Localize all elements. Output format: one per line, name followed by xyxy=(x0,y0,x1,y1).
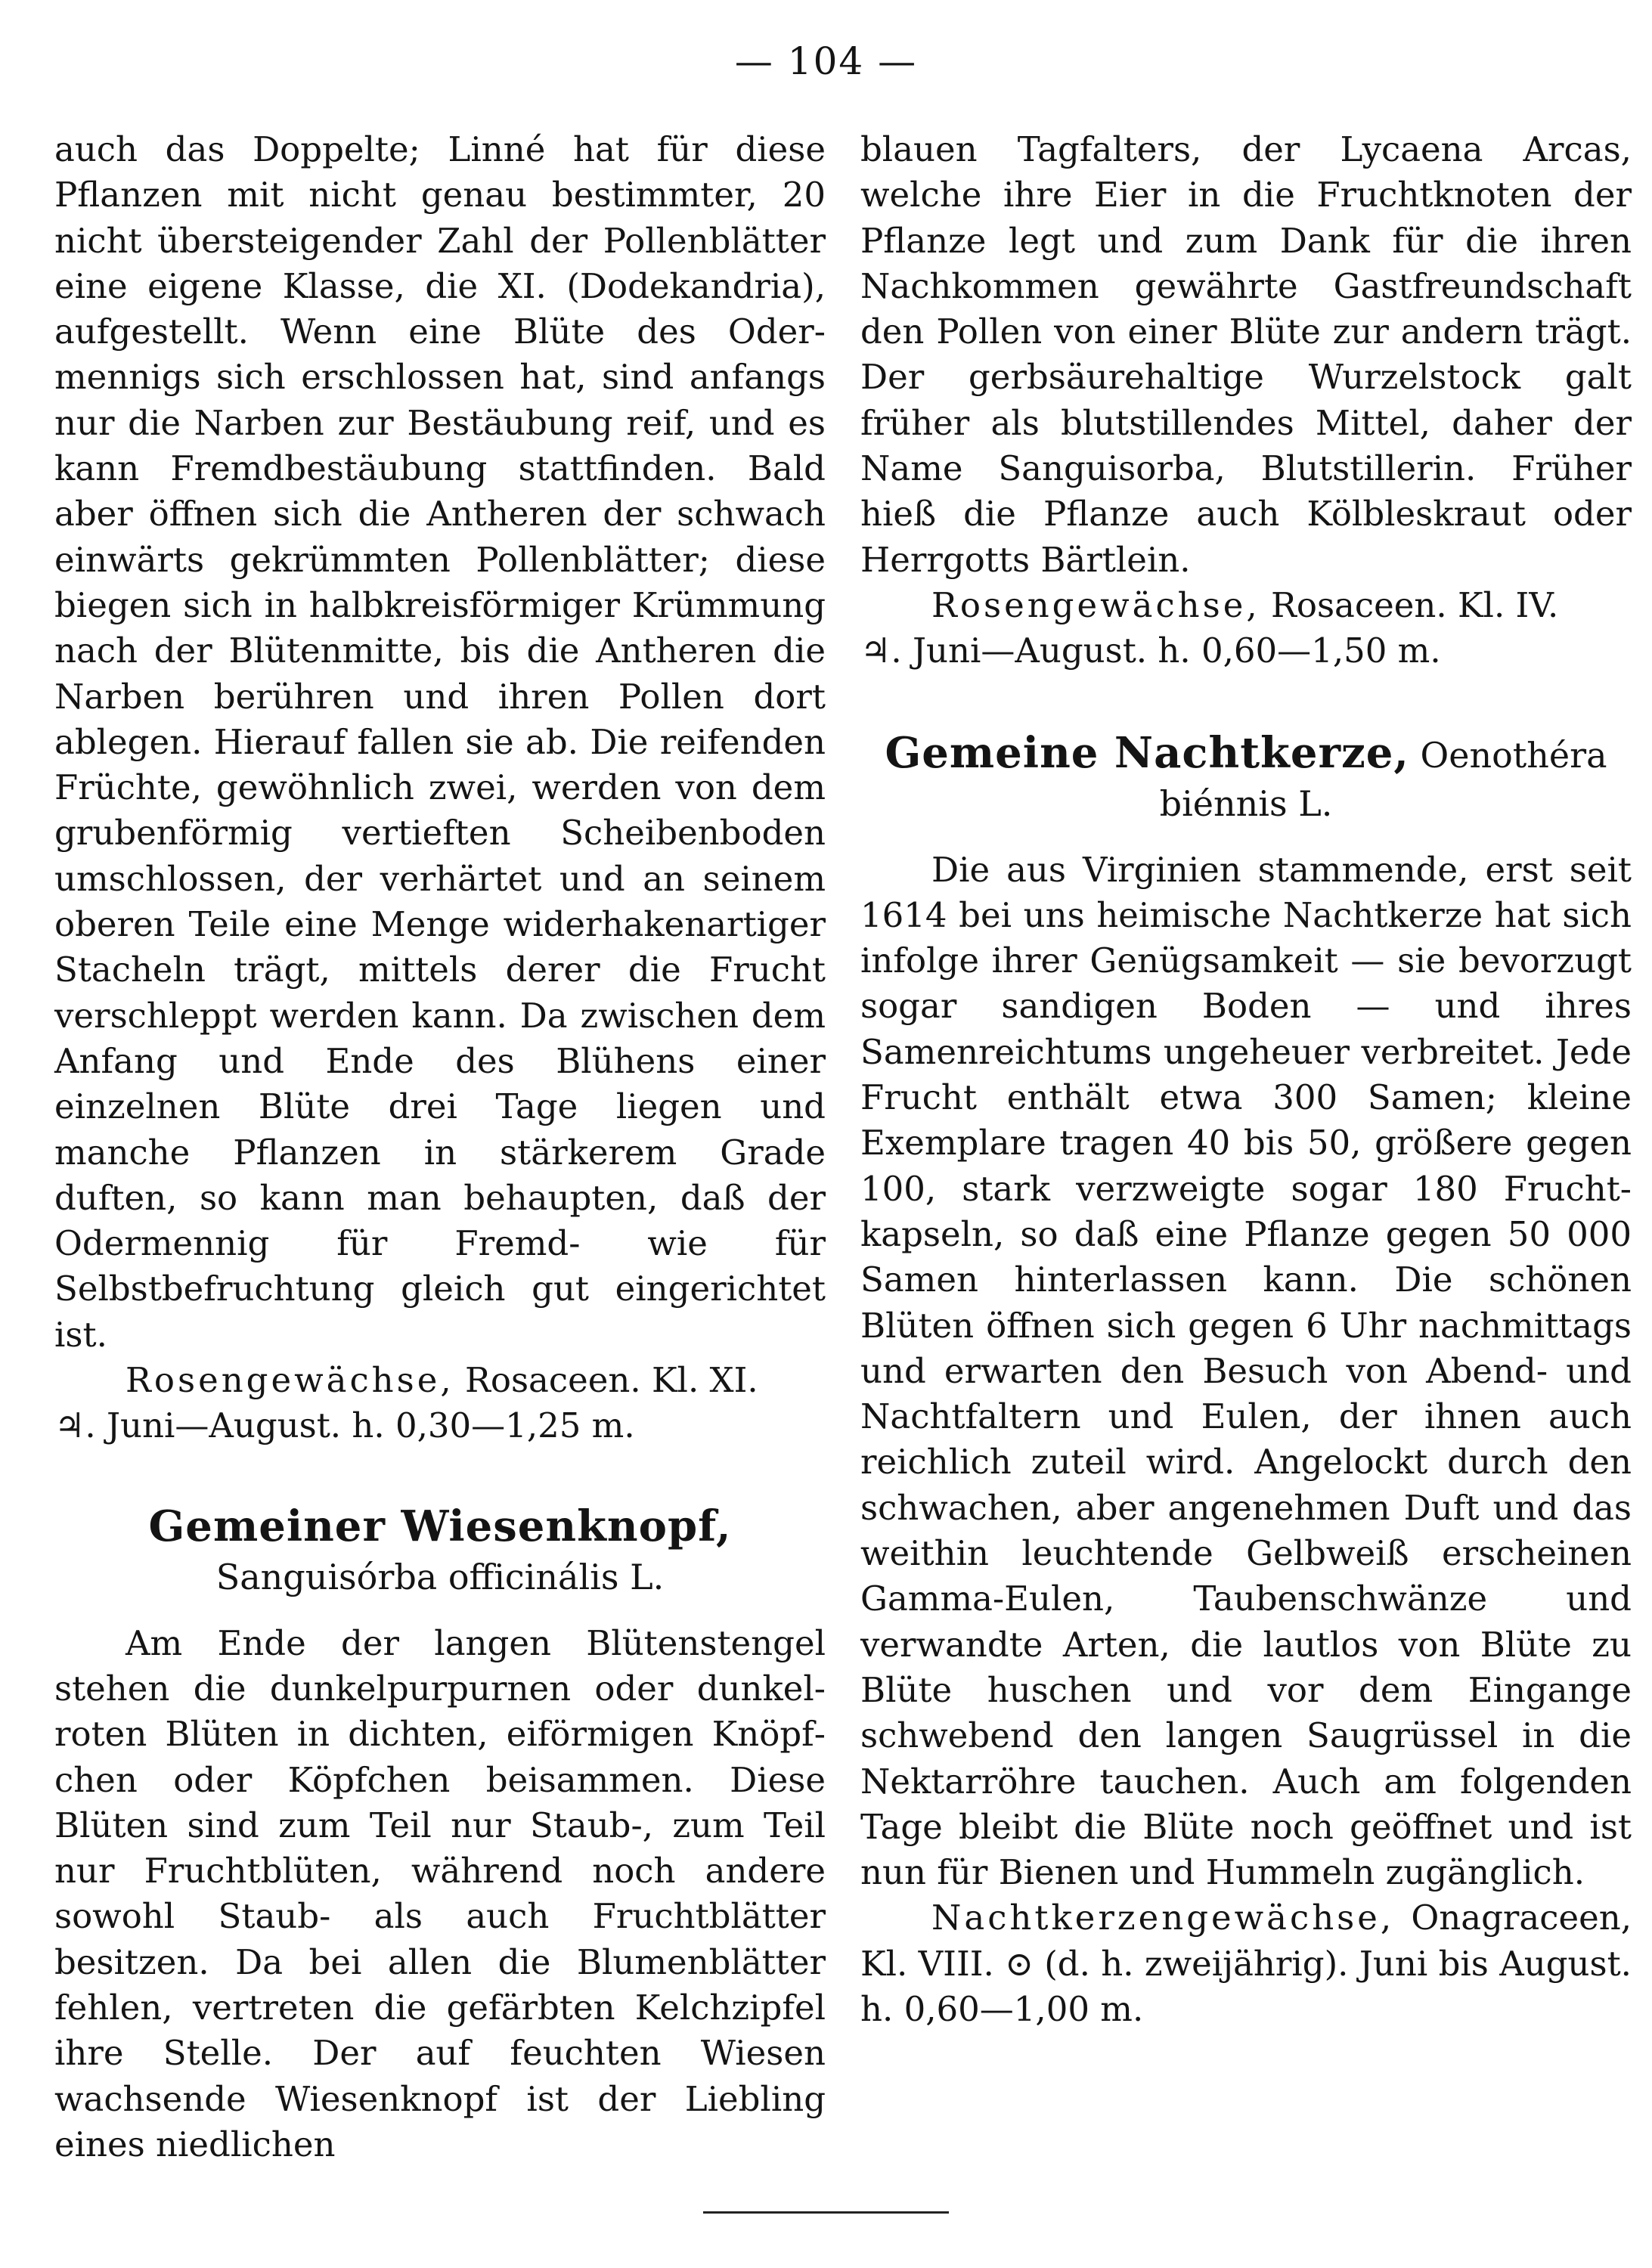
burnet-family-rest: Rosaceen. Kl. IV. xyxy=(1260,584,1559,625)
page-number: — 104 — xyxy=(734,39,918,83)
burnet-description-continued: blauen Tagfalters, der Lycaena Arcas, welche ihre Eier in die Fruchtknoten der Pflanze legt und zum Dank für die ihren Nachkommen gewährte Gastfreundschaft den Pollen von einer Blüte zur andern trägt. Der gerbsäurehaltige Wurzelstock galt früher als blutstillendes Mittel, daher der Name Sanguisorba, Blutstillerin. Früher hieß die Pflanze auch Kölbleskraut oder Herrgotts Bärtlein. xyxy=(860,129,1632,580)
primrose-family-label: Nachtkerzengewächse, xyxy=(931,1898,1395,1938)
agrimony-flowering-period: ♃. Juni—August. h. 0,30—1,25 m. xyxy=(54,1405,635,1446)
burnet-heading xyxy=(54,1502,826,1601)
burnet-family-line xyxy=(860,583,1632,628)
primrose-heading xyxy=(860,729,1632,828)
agrimony-description: auch das Doppelte; Linné hat für diese Pflanzen mit nicht genau bestimmter, 20 nicht übersteigender Zahl der Pollenblätter eine eigene Klasse, die XI. (Dodekandria), aufgestellt. Wenn eine Blüte des Odermennigs sich erschlossen hat, sind anfangs nur die Narben zur Bestäubung reif, und es kann Fremdbestäubung stattfinden. Bald aber öffnen sich die Antheren der schwach einwärts gekrümmten Pollenblätter; diese biegen sich in halbkreisförmiger Krümmung nach der Blütenmitte, bis die Antheren die Narben berühren und ihren Pollen dort ablegen. Hierauf fallen sie ab. Die reifenden Früchte, gewöhnlich zwei, werden von dem grubenförmig vertieften Scheibenboden umschlossen, der verhärtet und an seinem oberen Teile eine Menge widerhakenartiger Stacheln trägt, mittels derer die Frucht verschleppt werden kann. Da zwischen dem Anfang und Ende des Blühens einer einzelnen Blüte drei Tage liegen und manche Pflanzen in stärkerem Grade duften, so kann man behaupten, daß der Odermennig für Fremd- wie für Selbstbefruchtung gleich gut eingerichtet ist. xyxy=(54,129,826,1355)
primrose-family-rest: Onagraceen, Kl. VIII. ⊙ (d. h. zweijährig). Juni bis August. h. 0,60—1,00 m. xyxy=(860,1898,1632,2029)
burnet-common-name: Gemeiner Wiesenknopf, xyxy=(148,1501,732,1551)
burnet-description: Am Ende der langen Blütenstengel stehen die dunkelpurpurnen oder dunkelroten Blüten in dichten, eiförmigen Knöpfchen oder Köpfchen beisammen. Diese Blüten sind zum Teil nur Staub-, zum Teil nur Fruchtblüten, während noch andere sowohl Staub- als auch Fruchtblätter besitzen. Da bei allen die Blumenblätter fehlen, vertreten die gefärbten Kelchzipfel ihre Stelle. Der auf feuchten Wiesen wachsende Wiesenknopf ist der Liebling eines niedlichen xyxy=(54,1622,826,2164)
primrose-common-name: Gemeine Nachtkerze, xyxy=(885,727,1409,778)
agrimony-family-rest: Rosaceen. Kl. XI. xyxy=(454,1360,758,1401)
burnet-latin-name: Sanguisórba officinális L. xyxy=(215,1556,665,1597)
primrose-family-line xyxy=(860,1895,1632,2032)
burnet-family-label: Rosengewächse, xyxy=(931,584,1260,625)
agrimony-family-line xyxy=(54,1358,826,1403)
left-column xyxy=(54,127,826,2167)
agrimony-family-label: Rosengewächse, xyxy=(126,1360,454,1401)
primrose-description: Die aus Virginien stammende, erst seit 1614 bei uns heimische Nachtkerze hat sich infolge ihrer Genügsamkeit — sie bevorzugt sogar sandigen Boden — und ihres Samenreichtums ungeheuer verbreitet. Jede Frucht enthält etwa 300 Samen; kleine Exemplare tragen 40 bis 50, größere gegen 100, stark verzweigte sogar 180 Fruchtkapseln, so daß eine Pflanze gegen 50 000 Samen hinterlassen kann. Die schönen Blüten öffnen sich gegen 6 Uhr nachmittags und erwarten den Besuch von Abend- und Nachtfaltern und Eulen, der ihnen auch reichlich zuteil wird. Angelockt durch den schwachen, aber angenehmen Duft und das weithin leuchtende Gelbweiß erscheinen Gamma-Eulen, Taubenschwänze und verwandte Arten, die lautlos von Blüte zu Blüte huschen und vor dem Eingange schwebend den langen Saugrüssel in die Nektarröhre tauchen. Auch am folgenden Tage bleibt die Blüte noch geöffnet und ist nun für Bienen und Hummeln zugänglich. xyxy=(860,849,1632,1893)
bottom-rule xyxy=(703,2211,949,2214)
primrose-latin-name: Oenothéra biénnis L. xyxy=(1159,734,1607,824)
burnet-flowering-period: ♃. Juni—August. h. 0,60—1,50 m. xyxy=(860,631,1441,671)
right-column xyxy=(860,127,1632,2032)
